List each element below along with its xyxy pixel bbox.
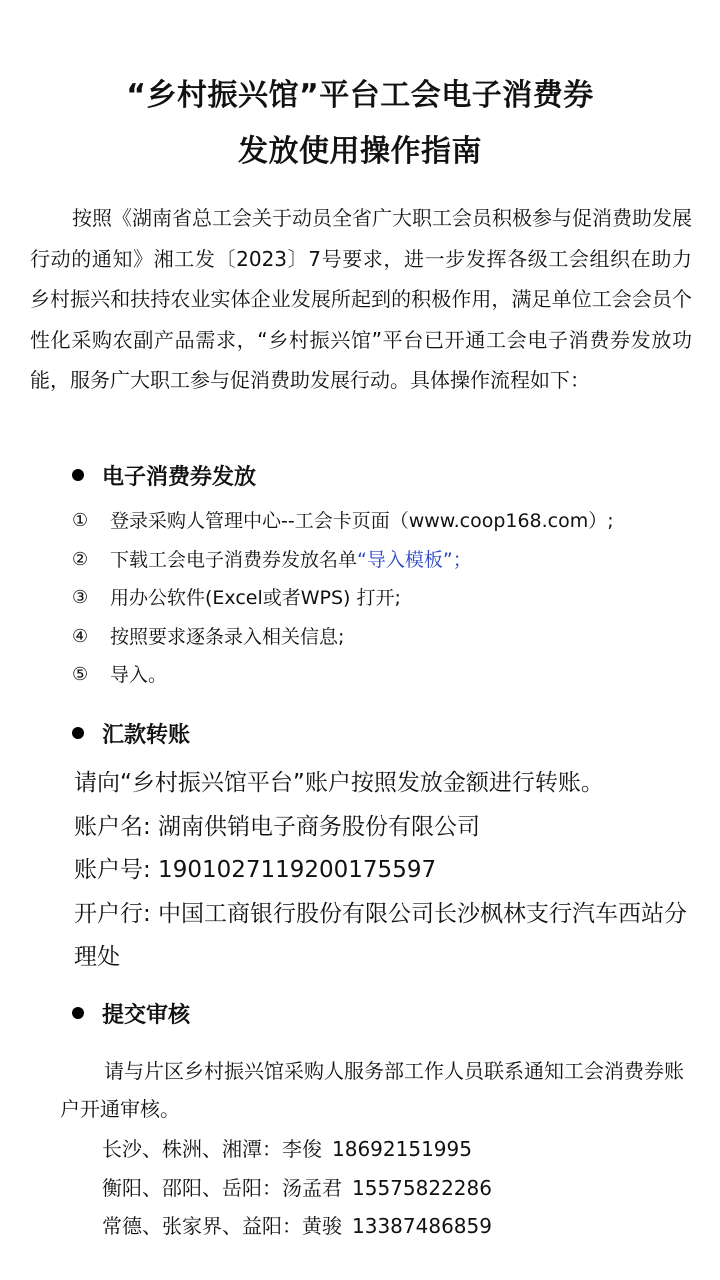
contact-name: 李俊 — [282, 1137, 322, 1161]
section-issue-heading — [72, 458, 256, 492]
contact-item — [102, 1207, 492, 1246]
contact-phone: 15575822286 — [352, 1175, 492, 1200]
contact-phone: 18692151995 — [332, 1137, 472, 1161]
step-suffix: ； — [452, 548, 472, 571]
contact-area: 长沙、株洲、湘潭： — [102, 1137, 282, 1161]
bank-branch: 开户行: 中国工商银行股份有限公司长沙枫林支行汽车西站分理处 — [74, 900, 688, 970]
step-text: 登录采购人管理中心--工会卡页面（www.coop168.com）; — [110, 510, 614, 532]
step-text: 用办公软件(Excel或者WPS) 打开; — [110, 587, 401, 609]
step-text: 按照要求逐条录入相关信息; — [110, 625, 345, 648]
import-template-link[interactable]: “导入模板” — [357, 548, 453, 571]
section-issue-title: 电子消费券发放 — [102, 464, 257, 490]
step-number: ⑤ — [72, 664, 89, 685]
contact-phone: 13387486859 — [352, 1214, 492, 1238]
title-line-2: 发放使用操作指南 — [238, 134, 482, 169]
list-item — [72, 618, 614, 657]
contact-item — [102, 1169, 492, 1208]
contact-name: 汤孟君 — [282, 1175, 342, 1200]
step-number: ④ — [72, 625, 89, 647]
step-number: ① — [72, 510, 89, 531]
contacts-list — [102, 1130, 492, 1246]
section-transfer-heading — [72, 716, 190, 750]
list-item — [72, 579, 614, 618]
step-text: 下载工会电子消费券发放名单 — [110, 548, 358, 571]
intro-paragraph: 按照《湖南省总工会关于动员全省广大职工会员积极参与促消费助发展行动的通知》湘工发〔2023〕7号要求，进一步发挥各级工会组织在助力乡村振兴和扶持农业实体企业发展所起到的积极作用，满足单位工会会员个性化采购农副产品需求，“乡村振兴馆”平台已开通工会电子消费券发放功能，服务广大职工参与促消费助发展行动。具体操作流程如下： — [30, 206, 692, 392]
step-number: ③ — [72, 587, 89, 608]
bullet-icon — [72, 469, 84, 481]
bullet-icon — [72, 727, 84, 739]
list-item — [72, 502, 614, 541]
transfer-details — [74, 762, 704, 980]
contact-item — [102, 1130, 492, 1169]
contact-area: 常德、张家界、益阳： — [102, 1214, 302, 1238]
contact-area: 衡阳、邵阳、岳阳： — [102, 1175, 282, 1200]
section-transfer-title: 汇款转账 — [102, 722, 191, 748]
contact-name: 黄骏 — [302, 1214, 342, 1238]
transfer-instruction: 请向“乡村振兴馆平台”账户按照发放金额进行转账。 — [74, 770, 604, 796]
title-line-1: “乡村振兴馆”平台工会电子消费券 — [126, 78, 594, 113]
section-review-title: 提交审核 — [102, 1002, 191, 1028]
list-item — [72, 541, 614, 580]
account-name: 账户名: 湖南供销电子商务股份有限公司 — [74, 813, 481, 840]
step-number: ② — [72, 548, 89, 570]
list-item — [72, 656, 614, 695]
issue-steps-list — [72, 502, 614, 695]
review-paragraph: 请与片区乡村振兴馆采购人服务部工作人员联系通知工会消费券账户开通审核。 — [60, 1059, 684, 1121]
step-text: 导入。 — [110, 664, 168, 686]
account-number: 账户号: 1901027119200175597 — [74, 857, 437, 883]
bullet-icon — [72, 1007, 84, 1019]
section-review-heading — [72, 996, 190, 1030]
